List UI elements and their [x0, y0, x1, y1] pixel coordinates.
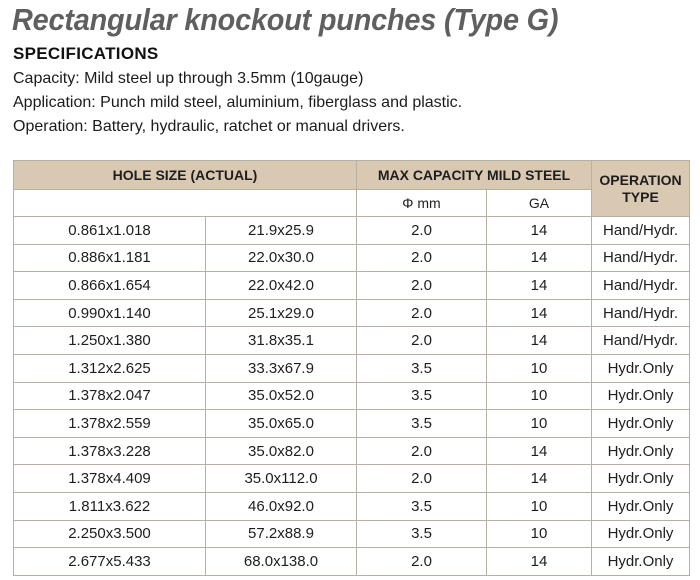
cell-hole-size-inch: 1.811x3.622	[14, 492, 206, 520]
cell-operation-type: Hydr.Only	[592, 437, 690, 465]
cell-operation-type: Hydr.Only	[592, 410, 690, 438]
cell-hole-size-mm: 57.2x88.9	[206, 520, 357, 548]
header-hole-size: HOLE SIZE (ACTUAL)	[14, 161, 357, 190]
cell-hole-size-inch: 1.250x1.380	[14, 327, 206, 355]
cell-operation-type: Hand/Hydr.	[592, 244, 690, 272]
cell-hole-size-mm: 35.0x82.0	[206, 437, 357, 465]
cell-hole-size-mm: 25.1x29.0	[206, 299, 357, 327]
cell-max-thickness-mm: 2.0	[357, 548, 487, 576]
page-title: Rectangular knockout punches (Type G)	[12, 2, 559, 37]
cell-operation-type: Hydr.Only	[592, 382, 690, 410]
cell-hole-size-inch: 1.378x2.559	[14, 410, 206, 438]
table-row	[14, 354, 690, 382]
cell-hole-size-inch: 2.250x3.500	[14, 520, 206, 548]
table-header-row	[14, 161, 690, 190]
cell-operation-type: Hand/Hydr.	[592, 327, 690, 355]
cell-max-thickness-mm: 2.0	[357, 272, 487, 300]
table-row	[14, 299, 690, 327]
cell-max-gauge: 10	[487, 492, 592, 520]
cell-max-gauge: 14	[487, 327, 592, 355]
specifications-table	[13, 160, 690, 576]
cell-max-thickness-mm: 2.0	[357, 299, 487, 327]
cell-hole-size-mm: 21.9x25.9	[206, 217, 357, 245]
cell-hole-size-mm: 33.3x67.9	[206, 354, 357, 382]
cell-hole-size-mm: 46.0x92.0	[206, 492, 357, 520]
subheader-blank	[14, 190, 357, 217]
header-operation-type: OPERATION TYPE	[592, 161, 690, 217]
specifications-heading: SPECIFICATIONS	[13, 44, 159, 63]
table-row	[14, 520, 690, 548]
spec-capacity: Capacity: Mild steel up through 3.5mm (10gauge)	[13, 70, 364, 87]
cell-operation-type: Hydr.Only	[592, 465, 690, 493]
cell-max-gauge: 14	[487, 465, 592, 493]
table-subheader-row	[14, 190, 690, 217]
cell-hole-size-inch: 0.866x1.654	[14, 272, 206, 300]
cell-max-gauge: 14	[487, 272, 592, 300]
table-row	[14, 437, 690, 465]
table-row	[14, 465, 690, 493]
cell-hole-size-mm: 22.0x42.0	[206, 272, 357, 300]
cell-hole-size-mm: 31.8x35.1	[206, 327, 357, 355]
cell-max-gauge: 10	[487, 410, 592, 438]
cell-hole-size-mm: 35.0x65.0	[206, 410, 357, 438]
cell-hole-size-inch: 0.886x1.181	[14, 244, 206, 272]
cell-max-thickness-mm: 2.0	[357, 465, 487, 493]
cell-max-gauge: 10	[487, 382, 592, 410]
cell-max-thickness-mm: 3.5	[357, 382, 487, 410]
cell-max-gauge: 10	[487, 354, 592, 382]
cell-hole-size-mm: 68.0x138.0	[206, 548, 357, 576]
cell-operation-type: Hand/Hydr.	[592, 299, 690, 327]
table-row	[14, 327, 690, 355]
cell-max-gauge: 14	[487, 437, 592, 465]
table-row	[14, 548, 690, 576]
cell-hole-size-mm: 35.0x52.0	[206, 382, 357, 410]
cell-max-thickness-mm: 2.0	[357, 217, 487, 245]
cell-hole-size-inch: 2.677x5.433	[14, 548, 206, 576]
cell-operation-type: Hand/Hydr.	[592, 217, 690, 245]
cell-operation-type: Hydr.Only	[592, 548, 690, 576]
table-row	[14, 217, 690, 245]
cell-max-thickness-mm: 2.0	[357, 437, 487, 465]
table-row	[14, 492, 690, 520]
table-row	[14, 272, 690, 300]
cell-max-thickness-mm: 3.5	[357, 354, 487, 382]
subheader-mm: Φ mm	[357, 190, 487, 217]
cell-hole-size-inch: 1.378x2.047	[14, 382, 206, 410]
cell-hole-size-inch: 0.861x1.018	[14, 217, 206, 245]
cell-hole-size-inch: 0.990x1.140	[14, 299, 206, 327]
cell-operation-type: Hand/Hydr.	[592, 272, 690, 300]
spec-application: Application: Punch mild steel, aluminium, fiberglass and plastic.	[13, 94, 463, 111]
cell-max-gauge: 14	[487, 299, 592, 327]
spec-operation: Operation: Battery, hydraulic, ratchet or manual drivers.	[13, 118, 405, 135]
cell-max-thickness-mm: 3.5	[357, 520, 487, 548]
cell-hole-size-inch: 1.378x4.409	[14, 465, 206, 493]
subheader-ga: GA	[487, 190, 592, 217]
cell-max-thickness-mm: 3.5	[357, 410, 487, 438]
cell-max-thickness-mm: 2.0	[357, 244, 487, 272]
cell-operation-type: Hydr.Only	[592, 520, 690, 548]
cell-operation-type: Hydr.Only	[592, 354, 690, 382]
cell-max-thickness-mm: 2.0	[357, 327, 487, 355]
table-row	[14, 410, 690, 438]
header-max-capacity: MAX CAPACITY MILD STEEL	[357, 161, 592, 190]
cell-max-gauge: 10	[487, 520, 592, 548]
cell-hole-size-mm: 22.0x30.0	[206, 244, 357, 272]
table-row	[14, 382, 690, 410]
table-body	[14, 217, 690, 576]
cell-hole-size-inch: 1.312x2.625	[14, 354, 206, 382]
cell-hole-size-inch: 1.378x3.228	[14, 437, 206, 465]
cell-max-gauge: 14	[487, 244, 592, 272]
cell-max-gauge: 14	[487, 548, 592, 576]
cell-max-thickness-mm: 3.5	[357, 492, 487, 520]
cell-hole-size-mm: 35.0x112.0	[206, 465, 357, 493]
table-row	[14, 244, 690, 272]
cell-operation-type: Hydr.Only	[592, 492, 690, 520]
cell-max-gauge: 14	[487, 217, 592, 245]
